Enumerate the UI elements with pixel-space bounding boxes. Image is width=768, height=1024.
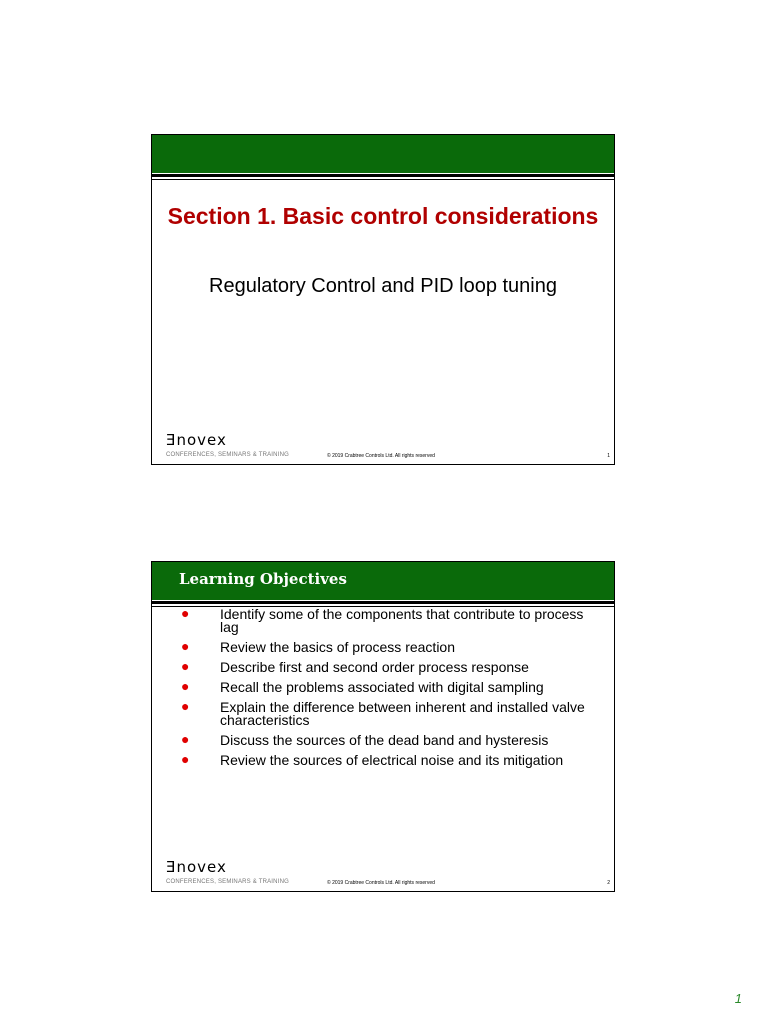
header-rule [152,174,614,177]
list-item-text: Describe first and second order process response [220,659,529,675]
list-item-text: Explain the difference between inherent and installed valve characteristics [220,699,585,728]
bullet-icon: ● [181,658,190,674]
list-item [178,731,598,748]
bullet-icon: ● [181,638,190,654]
bullet-icon: ● [181,698,190,714]
list-item-text: Review the sources of electrical noise and its mitigation [220,752,564,768]
bullet-icon: ● [181,751,190,767]
slide-2 [151,561,615,892]
list-item [178,698,598,728]
list-item [178,605,598,635]
list-item-text: Recall the problems associated with digital sampling [220,679,544,695]
list-item [178,678,598,695]
list-item-text: Discuss the sources of the dead band and hysteresis [220,732,549,748]
list-item [178,751,598,768]
bullet-icon: ● [181,731,190,747]
slide-header-band [152,135,614,173]
copyright-notice: © 2019 Crabtree Controls Ltd. All rights reserved [327,453,435,459]
copyright-notice: © 2019 Crabtree Controls Ltd. All rights reserved [327,880,435,886]
bullet-icon: ● [181,605,190,621]
page-number: 1 [734,991,742,1006]
company-logo: Ǝnovex [166,858,227,876]
slide-1 [151,134,615,465]
slide-header-band [152,562,614,600]
logo-tagline: CONFERENCES, SEMINARS & TRAINING [166,879,289,885]
header-rule [152,601,614,604]
list-item-text: Identify some of the components that contribute to process lag [220,606,584,635]
slide-header-title: Learning Objectives [179,570,347,588]
list-item [178,638,598,655]
bullet-icon: ● [181,678,190,694]
slide-subtitle: Regulatory Control and PID loop tuning [209,275,557,297]
slide-number: 1 [607,453,610,459]
slide-number: 2 [607,880,610,886]
company-logo: Ǝnovex [166,431,227,449]
list-item [178,658,598,675]
slide-title: Section 1. Basic control considerations [167,203,599,229]
logo-tagline: CONFERENCES, SEMINARS & TRAINING [166,452,289,458]
header-rule-thin [152,179,614,180]
objectives-list [178,605,598,774]
list-item-text: Review the basics of process reaction [220,639,455,655]
